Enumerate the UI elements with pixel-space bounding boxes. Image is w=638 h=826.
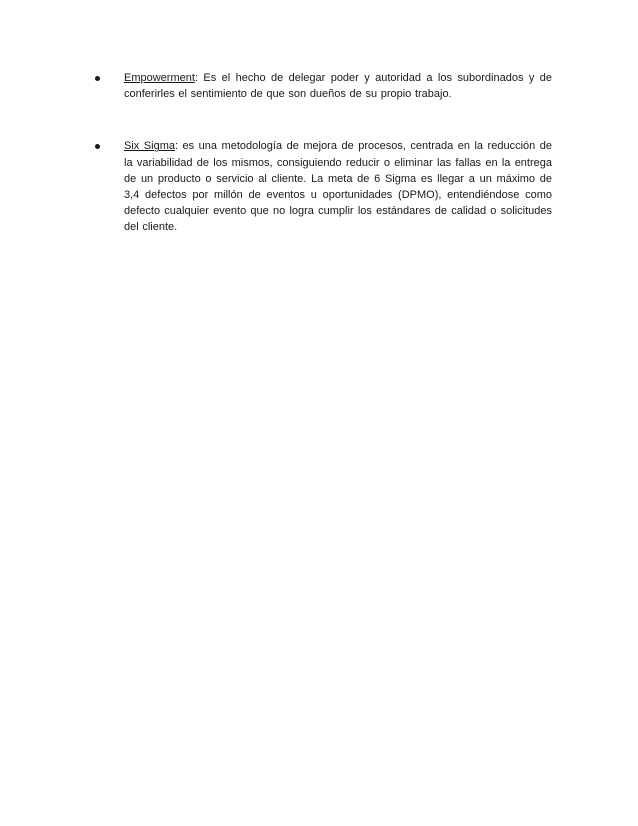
term-empowerment: Empowerment xyxy=(124,72,195,84)
definition-six-sigma: : es una metodología de mejora de procesos, centrada en la reducción de la variabilidad de los mismos, consiguiendo reducir o eliminar las fallas en la entrega de un producto o servicio al cliente. La meta de 6 Sigma es llegar a un máximo de 3,4 defectos por millón de eventos u oportunidades (DPMO), entendiéndose como defecto cualquier evento que no logra cumplir los estándares de calidad o solicitudes del cliente. xyxy=(124,140,553,234)
list-item-empowerment xyxy=(0,70,638,102)
definition-list xyxy=(0,70,638,236)
bullet-icon xyxy=(95,144,100,149)
definition-empowerment: : Es el hecho de delegar poder y autoridad a los subordinados y de conferirles el sentimiento de que son dueños de su propio trabajo. xyxy=(124,72,552,101)
list-item-six-sigma xyxy=(0,138,638,235)
bullet-icon xyxy=(95,76,100,81)
term-six-sigma: Six Sigma xyxy=(124,140,175,153)
